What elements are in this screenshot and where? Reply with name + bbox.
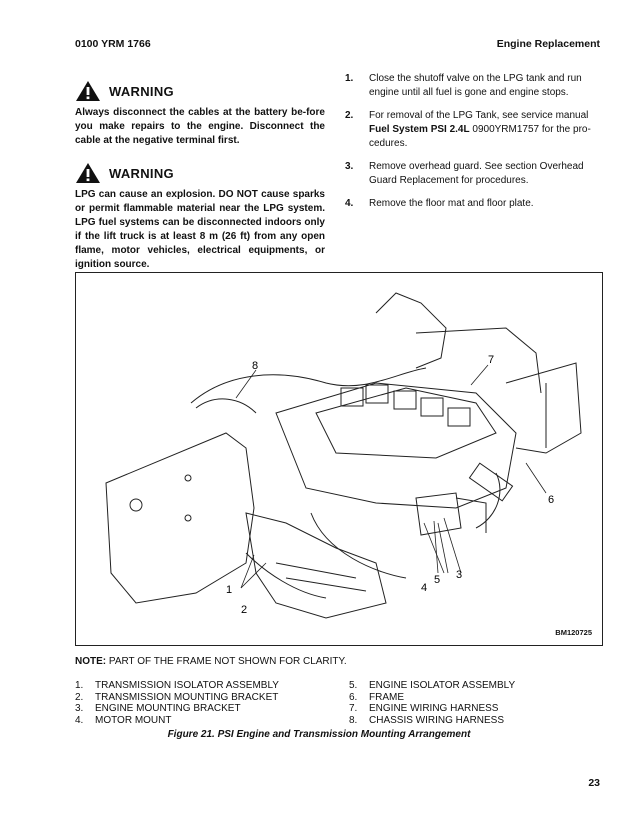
legend-number: 1. [75,680,84,691]
legend-item [349,680,515,692]
warnings-column [75,72,325,286]
warning-triangle-icon [75,162,101,184]
callout-2: 2 [241,604,248,616]
legend-item [349,692,515,704]
warning-title: WARNING [109,165,174,181]
step-number: 3. [345,161,354,172]
figure-caption: Figure 21. PSI Engine and Transmission Mounting Arrangement [167,729,471,740]
warning-triangle-icon [75,80,101,102]
legend-number: 3. [75,703,84,714]
callout-3: 3 [456,569,463,581]
legend-number: 6. [349,691,358,703]
callout-1: 1 [226,584,233,596]
callout-6: 6 [548,494,555,506]
legend-text: TRANSMISSION ISOLATOR ASSEMBLY [95,680,279,691]
step-number: 1. [345,73,354,84]
warning-heading-1 [75,80,325,102]
legend-number: 4. [75,714,84,726]
legend-text: ENGINE ISOLATOR ASSEMBLY [369,680,516,691]
step-number: 2. [345,110,354,121]
legend-right [349,680,515,726]
warning-title: WARNING [109,83,174,99]
legend-left [75,680,279,726]
step-text: Close the shutoff valve on the LPG tank and run engine until all fuel is gone and engine stops. [369,73,582,98]
callout-5: 5 [434,574,441,586]
legend-item [75,715,279,727]
legend-number: 8. [349,714,358,726]
legend-text: TRANSMISSION MOUNTING BRACKET [95,691,279,703]
step-text: Remove overhead guard. See section Overhead Guard Replacement for procedures. [369,161,584,186]
header-section-title: Engine Replacement [496,38,600,50]
manual-reference: Fuel System PSI 2.4L [369,124,470,135]
legend-text: MOTOR MOUNT [95,714,172,726]
step-text [369,109,603,151]
procedure-steps [345,72,603,220]
legend-text: ENGINE WIRING HARNESS [369,703,499,714]
engine-figure [75,272,603,646]
step-item [345,160,603,188]
legend-number: 2. [75,691,84,703]
warning-text-lpg: LPG can cause an explosion. DO NOT cause sparks or permit flammable material near the LPG system. LPG fuel systems can be disconnected indoors only if the lift truck is at least 8 m (26 ft) from any open flame, motor vehicles, electrical equipments, or ignition source. [75,189,325,270]
step-text-post: 0900YRM1757 for the pro-cedures. [369,124,591,149]
step-number: 4. [345,198,354,209]
legend-text: CHASSIS WIRING HARNESS [369,714,505,726]
callout-7: 7 [488,354,495,366]
legend-text: ENGINE MOUNTING BRACKET [95,703,241,714]
engine-illustration [76,273,602,645]
step-item [345,109,603,151]
legend-item [349,715,515,727]
warning-text-battery: Always disconnect the cables at the battery be-fore you make repairs to the engine. Disconnect the cable at the negative terminal first. [75,107,325,146]
figure-note [75,656,347,667]
legend-item [349,703,515,715]
note-text: PART OF THE FRAME NOT SHOWN FOR CLARITY. [106,656,347,667]
legend-number: 5. [349,680,358,691]
note-label: NOTE: [75,656,107,667]
header-manual-code: 0100 YRM 1766 [75,38,151,50]
legend-text: FRAME [369,691,404,703]
step-text: Remove the floor mat and floor plate. [369,198,534,209]
legend-item [75,692,279,704]
legend-number: 7. [349,703,358,714]
step-text-pre: For removal of the LPG Tank, see service manual [369,110,589,121]
legend-item [75,680,279,692]
warning-heading-2 [75,162,325,184]
legend-item [75,703,279,715]
page-number: 23 [588,777,600,789]
callout-8: 8 [252,360,259,372]
callout-4: 4 [421,582,428,594]
step-item [345,72,603,100]
step-item [345,197,603,211]
figure-code: BM120725 [555,628,592,637]
